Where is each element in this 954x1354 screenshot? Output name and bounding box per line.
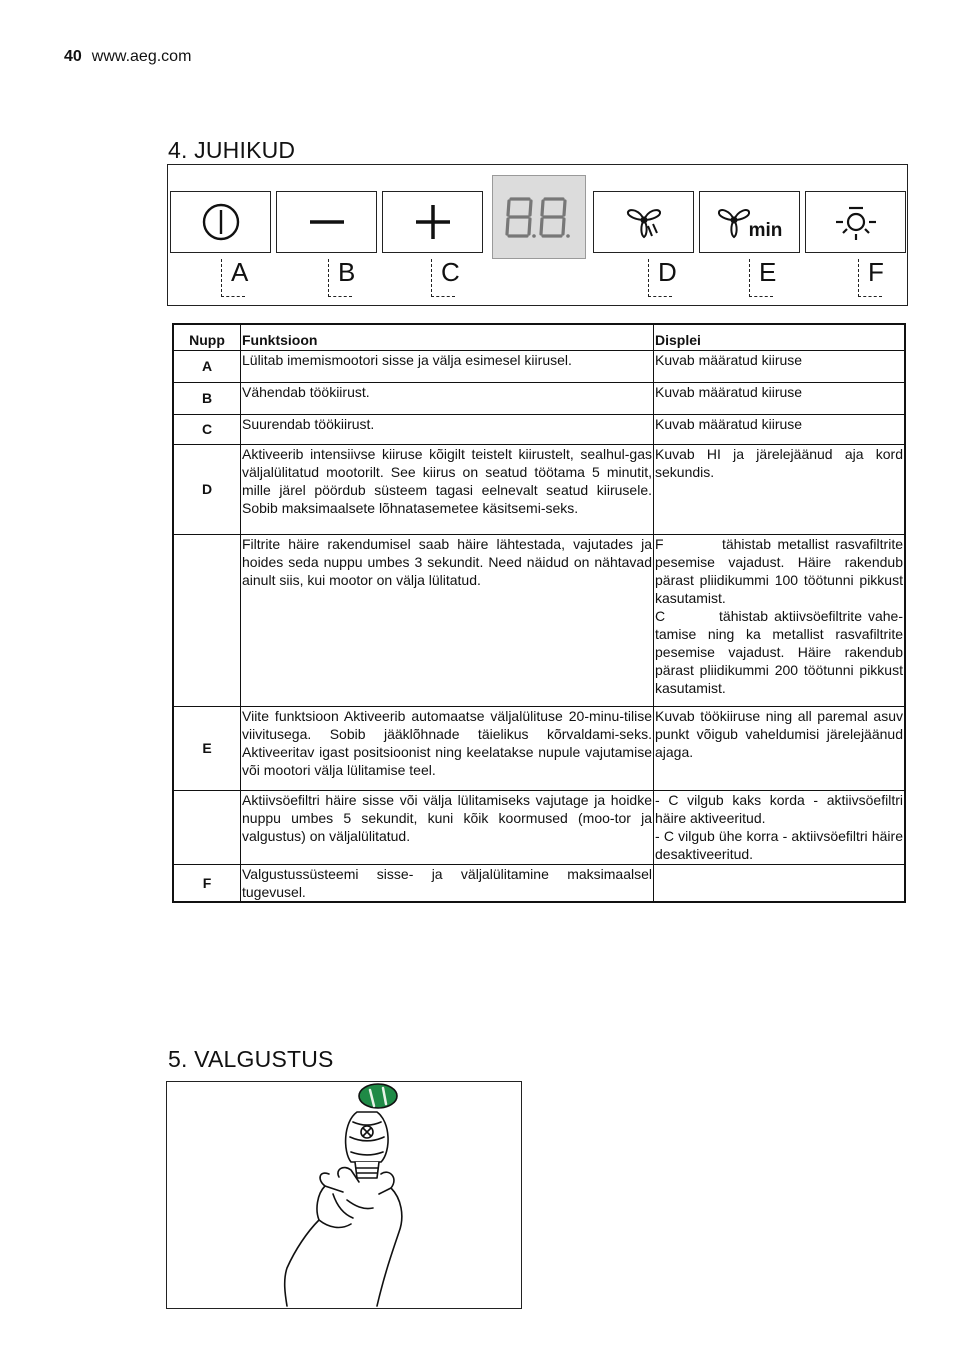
row-function: Suurendab töökiirust. [241, 414, 654, 444]
table-row [173, 414, 905, 444]
label-a: A [231, 257, 249, 287]
row-function: Aktiveerib intensiivse kiiruse kõigilt teistelt kiirustelt, sealhul-gas väljalülitatud mootorilt. See kiirus on seatud töötama 5 minutit, mille järel pöördub süsteem tagasi eelnevalt seatud kiirusele. Sobib maksimaalsete lõhnatasemetee käsitsemi-seks. [241, 444, 654, 534]
function-table [172, 323, 906, 903]
row-function: Filtrite häire rakendumisel saab häire lähtestada, vajutades ja hoides seda nuppu umbes 3 sekundit. Need näidud on nähtavad ainult siis, kui mootor on välja lülitatud. [241, 534, 654, 706]
plus-icon [413, 202, 453, 242]
table-row [173, 350, 905, 382]
label-f: F [868, 257, 884, 287]
row-display: Kuvab määratud kiiruse [654, 382, 906, 414]
row-key: A [173, 350, 241, 382]
row-display-line: - C vilgub kaks korda - aktiivsöefiltri häire aktiveeritud. [655, 791, 903, 826]
row-key: D [173, 444, 241, 534]
row-display-line: F tähistab metallist rasvafiltrite pesemise vajadust. Häire rakendub pärast pliidikummi 100 töötunni pikkust kasutamist. [655, 535, 907, 606]
row-display: Kuvab töökiiruse ning all paremal asuv punkt võigub vaheldumisi järelejäänud ajaga. [654, 706, 906, 790]
row-display-line: - C vilgub ühe korra - aktiivsöefiltri häire desaktiveeritud. [655, 827, 903, 862]
table-row [173, 382, 905, 414]
label-e: E [759, 257, 777, 287]
label-b: B [338, 257, 356, 287]
row-display: Kuvab määratud kiiruse [654, 414, 906, 444]
row-display [654, 790, 906, 864]
table-row [173, 706, 905, 790]
header-display: Displei [654, 324, 906, 350]
row-function: Lülitab imemismootori sisse ja välja esimesel kiirusel. [241, 350, 654, 382]
page-header [64, 48, 191, 66]
row-function: Aktiivsöefiltri häire sisse või välja lülitamiseks vajutage ja hoidke nuppu umbes 5 sekundit, kuni kõik koormused (moo-tor ja valgustus) on väljalülitatud. [241, 790, 654, 864]
row-function: Vähendab töökiirust. [241, 382, 654, 414]
bulb-replacement-illustration [166, 1081, 522, 1309]
control-panel-diagram [167, 164, 908, 306]
header-key: Nupp [173, 324, 241, 350]
row-display [654, 534, 906, 706]
row-key: C [173, 414, 241, 444]
fan-icon [622, 202, 666, 242]
seven-segment-display [503, 193, 575, 241]
page-number: 40 [64, 48, 82, 65]
site-url: www.aeg.com [91, 48, 192, 65]
table-row [173, 444, 905, 534]
row-display-line: C tähistab aktiivsöefiltrite vahe-tamise ning ka metallist rasvafiltrite pesemise vajadust. Häire rakendub pärast pliidikummi 200 töötunni pikkust kasutamist. [655, 607, 907, 696]
minus-icon [307, 202, 347, 242]
row-display: Kuvab määratud kiiruse [654, 350, 906, 382]
table-row [173, 864, 905, 902]
row-display: Kuvab HI ja järelejäänud aja kord sekundis. [654, 444, 906, 534]
hand-bulb-icon [167, 1082, 521, 1308]
table-header-row [173, 324, 905, 350]
minus-button [276, 191, 377, 253]
fan-min-icon [717, 202, 751, 242]
row-display [654, 864, 906, 902]
row-key: E [173, 706, 241, 790]
table-row [173, 790, 905, 864]
row-key: B [173, 382, 241, 414]
row-function: Valgustussüsteemi sisse- ja väljalülitamine maksimaalsel tugevusel. [241, 864, 654, 902]
row-function: Viite funktsioon Aktiveerib automaatse väljalülituse 20-minu-tilise viivitusega. Sobib jääklõhnade täielikus kõrvaldami-seks. Aktiveeritav igast positsioonist ning keelatakse nupule vajutamise või mootori välja lülitamise teel. [241, 706, 654, 790]
plus-button [382, 191, 483, 253]
row-key: F [173, 864, 241, 902]
power-icon [201, 202, 241, 242]
section-title-valgustus: 5. VALGUSTUS [168, 1046, 334, 1072]
row-key [173, 790, 241, 864]
row-key [173, 534, 241, 706]
header-function: Funktsioon [241, 324, 654, 350]
fan-min-button [699, 191, 800, 253]
label-c: C [441, 257, 460, 287]
light-icon [834, 200, 878, 244]
section-title-juhikud: 4. JUHIKUD [168, 137, 296, 163]
power-button [170, 191, 271, 253]
fan-min-label: min [748, 220, 783, 241]
table-row [173, 534, 905, 706]
light-button [805, 191, 906, 253]
fan-boost-button [593, 191, 694, 253]
label-d: D [658, 257, 677, 287]
digit-display [492, 175, 586, 259]
